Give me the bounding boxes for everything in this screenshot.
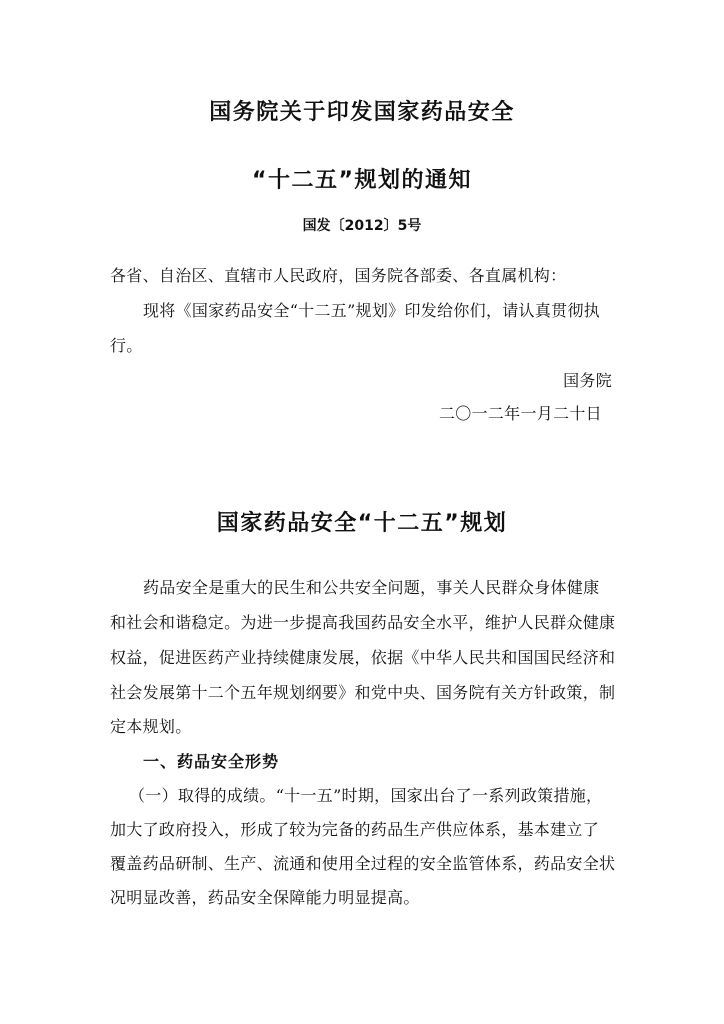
paragraph-line: 药品安全是重大的民生和公共安全问题，事关人民群众身体健康 (143, 578, 600, 597)
notice-body-line-1: 现将《国家药品安全“十二五”规划》印发给你们，请认真贯彻执 (143, 301, 601, 320)
plan-title: 国家药品安全“十二五”规划 (216, 511, 508, 536)
notice-title-line-2: “十二五”规划的通知 (252, 168, 472, 193)
paragraph-line: （一）取得的成绩。“十一五”时期，国家出台了一系列政策措施， (129, 786, 603, 805)
addressee-line: 各省、自治区、直辖市人民政府，国务院各部委、各直属机构： (110, 266, 567, 285)
notice-title-line-1: 国务院关于印发国家药品安全 (209, 100, 515, 125)
notice-body-line-2: 行。 (110, 336, 143, 355)
paragraph-line: 况明显改善，药品安全保障能力明显提高。 (110, 888, 420, 907)
section-heading: 一、药品安全形势 (143, 752, 280, 771)
paragraph-line: 定本规划。 (110, 717, 192, 736)
signature: 国务院 (563, 371, 612, 390)
paragraph-line: 加大了政府投入，形成了较为完备的药品生产供应体系，基本建立了 (110, 820, 600, 839)
issue-date: 二〇一二年一月二十日 (438, 404, 602, 423)
paragraph-line: 权益，促进医药产业持续健康发展，依据《中华人民共和国国民经济和 (110, 648, 616, 667)
paragraph-line: 社会发展第十二个五年规划纲要》和党中央、国务院有关方针政策，制 (110, 683, 616, 702)
paragraph-line: 和社会和谐稳定。为进一步提高我国药品安全水平，维护人民群众健康 (110, 613, 616, 632)
paragraph-line: 覆盖药品研制、生产、流通和使用全过程的安全监管体系，药品安全状 (110, 854, 616, 873)
document-number: 国发〔2012〕5号 (302, 218, 422, 234)
